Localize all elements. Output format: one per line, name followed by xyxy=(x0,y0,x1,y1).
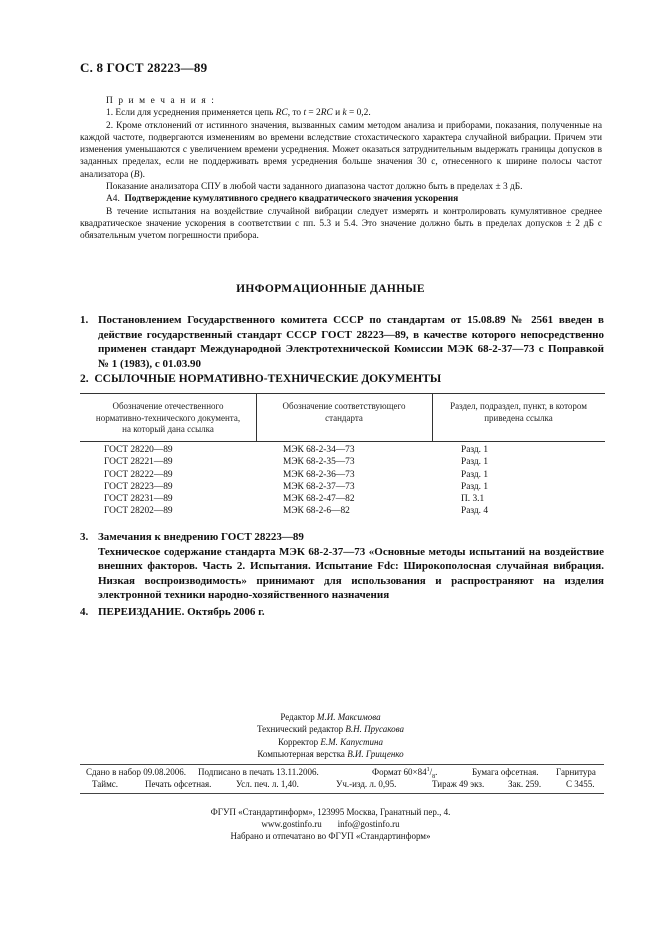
table-header-col-3: Раздел, подраздел, пункт, в котором приведена ссылка xyxy=(450,401,587,423)
footer xyxy=(0,806,661,843)
table-header-col-2: Обозначение соответствующего стандарта xyxy=(282,401,406,423)
notes-section xyxy=(80,95,602,243)
publication-bottom-rule xyxy=(80,793,604,794)
table-row: ГОСТ 28222—89 МЭК 68-2-36—73 Разд. 1 xyxy=(104,469,489,480)
publication-signed: Подписано в печать 13.11.2006. xyxy=(198,767,319,777)
credit-corrector: Корректор Е.М. Капустина xyxy=(277,736,384,747)
info-item-3: 3. Замечания к внедрению ГОСТ 28223—89 Техническое содержание стандарта МЭК 68-2-37—73 «Основные методы испытаний на воздействие внешних факторов. Часть 2. Испытания. Испытание Fdc: Широкополосная случайная вибрация. Низкая воспроизводимость» принимают для использования и распространяют на изделия электронной техники народно-хозяйственного назначения xyxy=(80,531,604,601)
info-item-1: 1. Постановлением Государственного комитета СССР по стандартам от 15.08.89 № 2561 введен в действие государственный стандарт СССР ГОСТ 28223—89, в качестве которого непосредственно применен стандарт Международной Электротехнической Комиссии МЭК 68-2-37—73 с Поправкой № 1 (1983), с 01.03.90 xyxy=(80,314,604,370)
footer-printed-by: Набрано и отпечатано во ФГУП «Стандартинформ» xyxy=(230,831,431,842)
a4-paragraph: В течение испытания на воздействие случайной вибрации следует измерять и контролировать кумулятивное среднее квадратическое значение ускорения в соответствии с пп. 5.3 и 5.4. Это значение должно быть в пределах допусков ± 2 дБ с обязательным учетом погрешности прибора. xyxy=(80,206,602,242)
footer-address: ФГУП «Стандартинформ», 123995 Москва, Гранатный пер., 4. xyxy=(210,807,451,817)
publication-edition-sheets: Уч.-изд. л. 0,95. xyxy=(336,779,397,789)
credits-block xyxy=(0,711,661,761)
footer-website-link[interactable]: www.gostinfo.ru xyxy=(261,819,322,830)
publication-print: Печать офсетная. xyxy=(145,779,212,789)
publication-circulation: Тираж 49 экз. xyxy=(432,779,485,789)
publication-order: Зак. 259. xyxy=(508,779,542,789)
table-header-rule xyxy=(80,441,605,442)
note-2: 2. Кроме отклонений от истинного значения, вызванных самим методом анализа и приборами, показания, полученные на каждой частоте, подвергаются изменениям во времени вследствие стохастического характера случайной вибрации. Причем эти изменения уменьшаются с увеличением времени усреднения. Может оказаться затруднительным выдержать границы допусков в заданных пределах, если не поддерживать время усреднения больше значения 30 с, отнесенного к ширине полосы частот анализатора (B). xyxy=(80,120,602,180)
references-title: 2. ССЫЛОЧНЫЕ НОРМАТИВНО-ТЕХНИЧЕСКИЕ ДОКУМЕНТЫ xyxy=(80,373,442,385)
table-row: ГОСТ 28202—89 МЭК 68-2-6—82 Разд. 4 xyxy=(104,506,489,517)
publication-typeface: Таймс. xyxy=(92,779,119,789)
publication-row-1: Сдано в набор 09.08.2006. xyxy=(86,767,187,777)
table-row: ГОСТ 28220—89 МЭК 68-2-34—73 Разд. 1 xyxy=(104,445,489,455)
footer-contacts xyxy=(0,818,661,830)
footer-email-link[interactable]: info@gostinfo.ru xyxy=(337,819,400,830)
publication-code: С 3455. xyxy=(566,779,595,789)
table-top-rule xyxy=(80,393,605,394)
notes-title: П р и м е ч а н и я : xyxy=(106,96,216,106)
table-row: ГОСТ 28221—89 МЭК 68-2-35—73 Разд. 1 xyxy=(104,457,489,468)
info-data-title: ИНФОРМАЦИОННЫЕ ДАННЫЕ xyxy=(236,283,425,295)
publication-sheets: Усл. печ. л. 1,40. xyxy=(236,779,299,789)
table-header-col-1: Обозначение отечественного нормативно-технического документа, на который дана ссылка xyxy=(95,401,241,434)
credit-tech-editor: Технический редактор В.Н. Прусакова xyxy=(256,724,405,735)
table-row: ГОСТ 28231—89 МЭК 68-2-47—82 П. 3.1 xyxy=(104,494,485,505)
credit-layout: Компьютерная верстка В.И. Грищенко xyxy=(257,749,404,760)
publication-paper: Бумага офсетная. xyxy=(472,767,539,777)
publication-top-rule xyxy=(80,764,604,765)
publication-format: Формат $60\times 84^1/_8$. xyxy=(372,767,438,780)
publication-typeface-label: Гарнитура xyxy=(556,767,596,777)
page-header: С. 8 ГОСТ 28223—89 xyxy=(80,60,208,75)
note-1: 1. Если для усреднения применяется цепь RC, то t = 2RC и k = 0,2. xyxy=(106,108,371,119)
table-body xyxy=(80,444,605,518)
credit-editor: Редактор М.И. Максимова xyxy=(280,712,381,722)
info-item-4: 4. ПЕРЕИЗДАНИЕ. Октябрь 2006 г. xyxy=(80,606,265,618)
a4-heading: А4. Подтверждение кумулятивного среднего квадратического значения ускорения xyxy=(106,194,459,205)
table-row: ГОСТ 28223—89 МЭК 68-2-37—73 Разд. 1 xyxy=(104,481,489,492)
indication-paragraph: Показание анализатора СПУ в любой части заданного диапазона частот должно быть в пределах ± 3 дБ. xyxy=(106,182,523,193)
